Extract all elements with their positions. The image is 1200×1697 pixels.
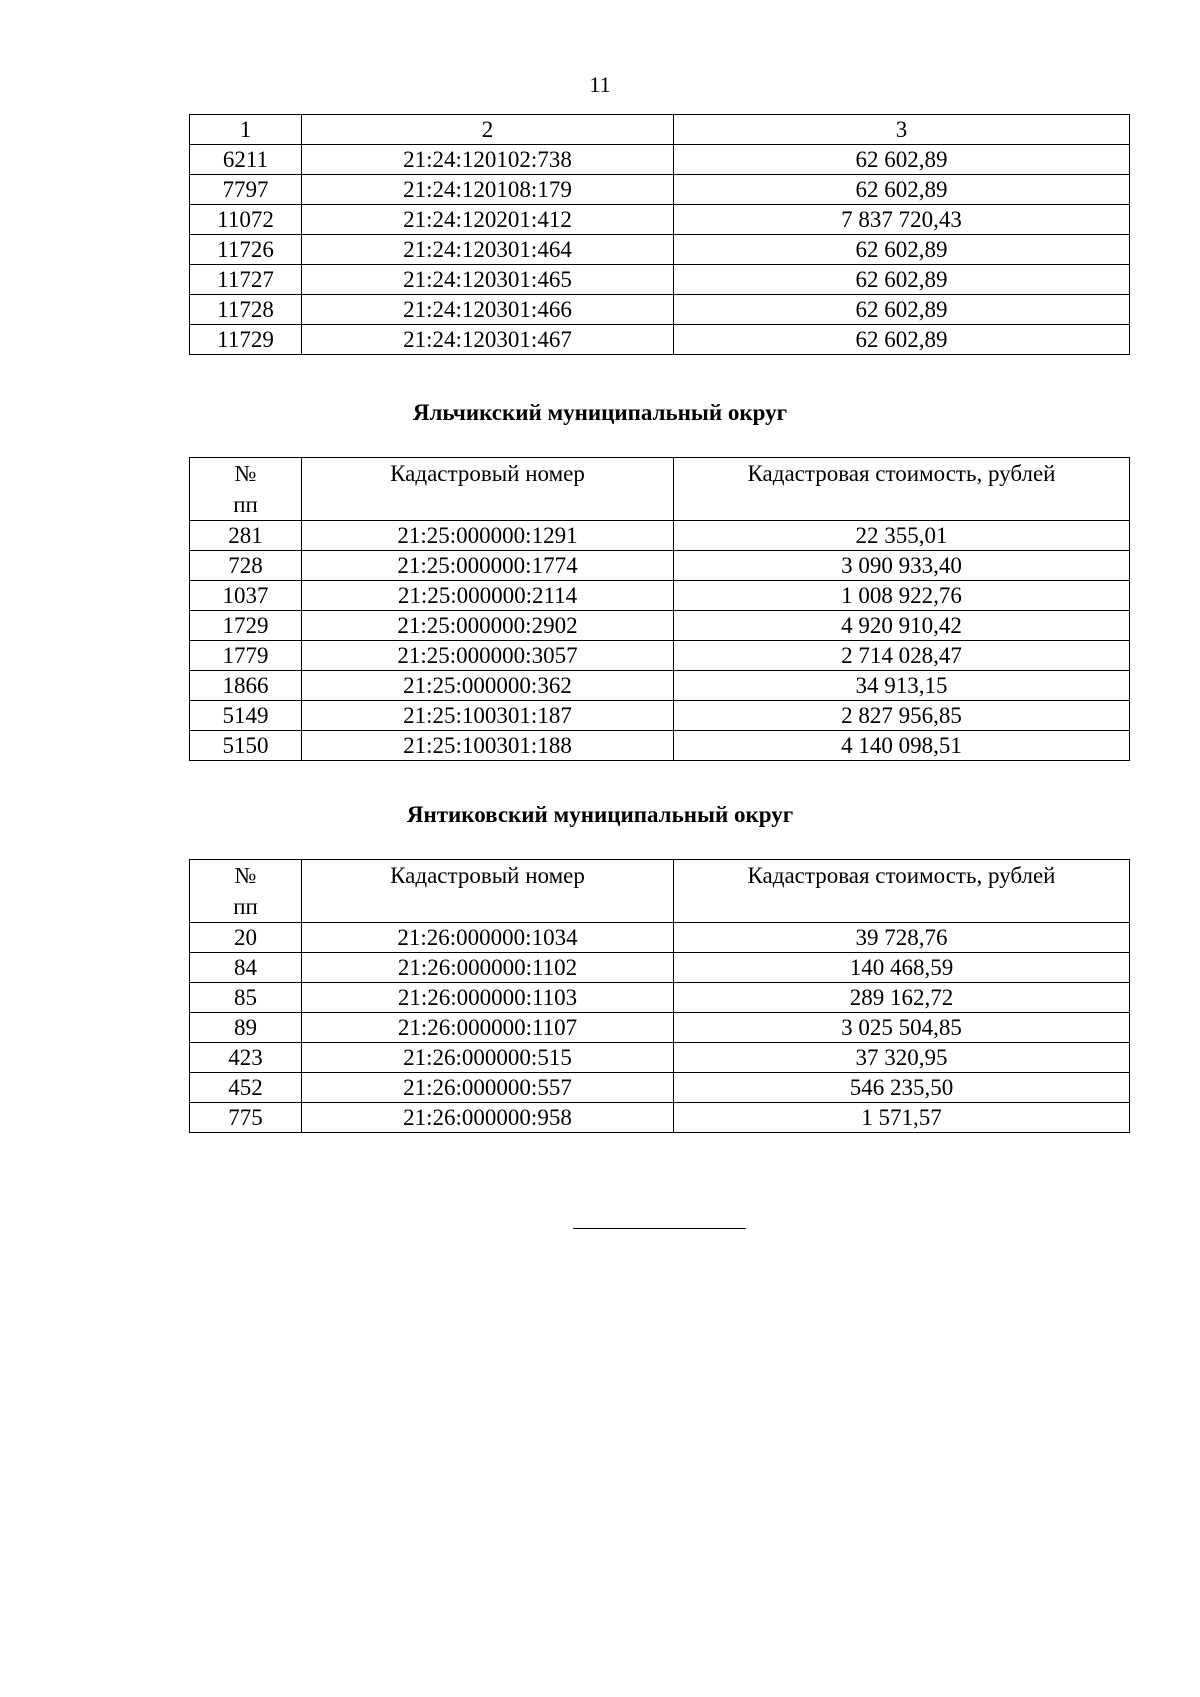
cadastral-value: 62 602,89: [674, 145, 1130, 175]
cadastral-number: 21:26:000000:557: [302, 1073, 674, 1103]
row-index: 89: [190, 1013, 302, 1043]
cadastral-value: 3 025 504,85: [674, 1013, 1130, 1043]
header-cadastral-value: Кадастровая стоимость, рублей: [674, 458, 1130, 521]
cadastral-number: 21:24:120108:179: [302, 175, 674, 205]
cadastral-number: 21:25:000000:2902: [302, 611, 674, 641]
table-row: [190, 325, 1130, 355]
header-row-number: [190, 860, 302, 923]
cadastral-value: 4 920 910,42: [674, 611, 1130, 641]
column-number: 1: [190, 115, 302, 145]
cadastral-number: 21:25:000000:3057: [302, 641, 674, 671]
table-row: [190, 611, 1130, 641]
row-index: 85: [190, 983, 302, 1013]
table-row: [190, 923, 1130, 953]
cadastral-value: 62 602,89: [674, 235, 1130, 265]
cadastral-value: 140 468,59: [674, 953, 1130, 983]
row-index: 11728: [190, 295, 302, 325]
cadastral-value: 7 837 720,43: [674, 205, 1130, 235]
column-number: 2: [302, 115, 674, 145]
cadastral-number: 21:25:100301:188: [302, 731, 674, 761]
end-of-document-rule: [573, 1228, 746, 1229]
header-cadastral-number: Кадастровый номер: [302, 860, 674, 923]
row-index: 5149: [190, 701, 302, 731]
row-index: 7797: [190, 175, 302, 205]
row-index: 11727: [190, 265, 302, 295]
cadastral-value: 39 728,76: [674, 923, 1130, 953]
header-row-number: [190, 458, 302, 521]
table-row: [190, 701, 1130, 731]
cadastral-value: 3 090 933,40: [674, 551, 1130, 581]
row-index: 775: [190, 1103, 302, 1133]
cadastral-value: 62 602,89: [674, 325, 1130, 355]
row-index: 281: [190, 521, 302, 551]
continued-table: [189, 114, 1130, 355]
cadastral-value: 289 162,72: [674, 983, 1130, 1013]
cadastral-number: 21:25:100301:187: [302, 701, 674, 731]
table-header-row: [190, 860, 1130, 923]
row-index: 11072: [190, 205, 302, 235]
table-row: [190, 581, 1130, 611]
column-number-row: [190, 115, 1130, 145]
table-row: [190, 671, 1130, 701]
cadastral-number: 21:24:120301:465: [302, 265, 674, 295]
cadastral-number: 21:26:000000:1034: [302, 923, 674, 953]
cadastral-number: 21:26:000000:515: [302, 1043, 674, 1073]
table-row: [190, 1073, 1130, 1103]
cadastral-number: 21:24:120301:466: [302, 295, 674, 325]
row-index: 6211: [190, 145, 302, 175]
header-number-sign: №: [234, 461, 257, 486]
table-row: [190, 265, 1130, 295]
cadastral-value: 4 140 098,51: [674, 731, 1130, 761]
cadastral-value: 62 602,89: [674, 265, 1130, 295]
cadastral-number: 21:24:120301:467: [302, 325, 674, 355]
row-index: 728: [190, 551, 302, 581]
cadastral-number: 21:24:120301:464: [302, 235, 674, 265]
table-row: [190, 235, 1130, 265]
cadastral-number: 21:25:000000:362: [302, 671, 674, 701]
table-row: [190, 145, 1130, 175]
table-header-row: [190, 458, 1130, 521]
table-row: [190, 641, 1130, 671]
row-index: 452: [190, 1073, 302, 1103]
table-row: [190, 295, 1130, 325]
table-row: [190, 175, 1130, 205]
column-number: 3: [674, 115, 1130, 145]
cadastral-number: 21:26:000000:1107: [302, 1013, 674, 1043]
header-pp: пп: [233, 894, 258, 919]
cadastral-value: 2 714 028,47: [674, 641, 1130, 671]
table-row: [190, 731, 1130, 761]
row-index: 1037: [190, 581, 302, 611]
table-row: [190, 1103, 1130, 1133]
cadastral-value: 34 913,15: [674, 671, 1130, 701]
row-index: 423: [190, 1043, 302, 1073]
cadastral-value: 546 235,50: [674, 1073, 1130, 1103]
cadastral-value: 1 008 922,76: [674, 581, 1130, 611]
yalchiksky-table: [189, 457, 1130, 761]
header-cadastral-value: Кадастровая стоимость, рублей: [674, 860, 1130, 923]
row-index: 11729: [190, 325, 302, 355]
cadastral-value: 22 355,01: [674, 521, 1130, 551]
row-index: 20: [190, 923, 302, 953]
cadastral-number: 21:26:000000:958: [302, 1103, 674, 1133]
row-index: 1729: [190, 611, 302, 641]
page-number: 11: [589, 72, 611, 97]
cadastral-value: 62 602,89: [674, 295, 1130, 325]
cadastral-number: 21:24:120201:412: [302, 205, 674, 235]
cadastral-value: 37 320,95: [674, 1043, 1130, 1073]
row-index: 1866: [190, 671, 302, 701]
table-row: [190, 1013, 1130, 1043]
cadastral-number: 21:24:120102:738: [302, 145, 674, 175]
cadastral-value: 1 571,57: [674, 1103, 1130, 1133]
section-title-yantikovsky: Янтиковский муниципальный округ: [406, 802, 794, 827]
table-row: [190, 521, 1130, 551]
table-row: [190, 205, 1130, 235]
table-row: [190, 953, 1130, 983]
cadastral-number: 21:26:000000:1102: [302, 953, 674, 983]
row-index: 84: [190, 953, 302, 983]
cadastral-number: 21:25:000000:1291: [302, 521, 674, 551]
cadastral-value: 62 602,89: [674, 175, 1130, 205]
header-pp: пп: [233, 492, 258, 517]
header-number-sign: №: [234, 863, 257, 888]
header-cadastral-number: Кадастровый номер: [302, 458, 674, 521]
cadastral-number: 21:25:000000:2114: [302, 581, 674, 611]
row-index: 1779: [190, 641, 302, 671]
cadastral-value: 2 827 956,85: [674, 701, 1130, 731]
table-row: [190, 551, 1130, 581]
yantikovsky-table: [189, 859, 1130, 1133]
table-row: [190, 983, 1130, 1013]
section-title-yalchiksky: Яльчикский муниципальный округ: [412, 400, 788, 425]
cadastral-number: 21:26:000000:1103: [302, 983, 674, 1013]
cadastral-number: 21:25:000000:1774: [302, 551, 674, 581]
row-index: 5150: [190, 731, 302, 761]
table-row: [190, 1043, 1130, 1073]
row-index: 11726: [190, 235, 302, 265]
